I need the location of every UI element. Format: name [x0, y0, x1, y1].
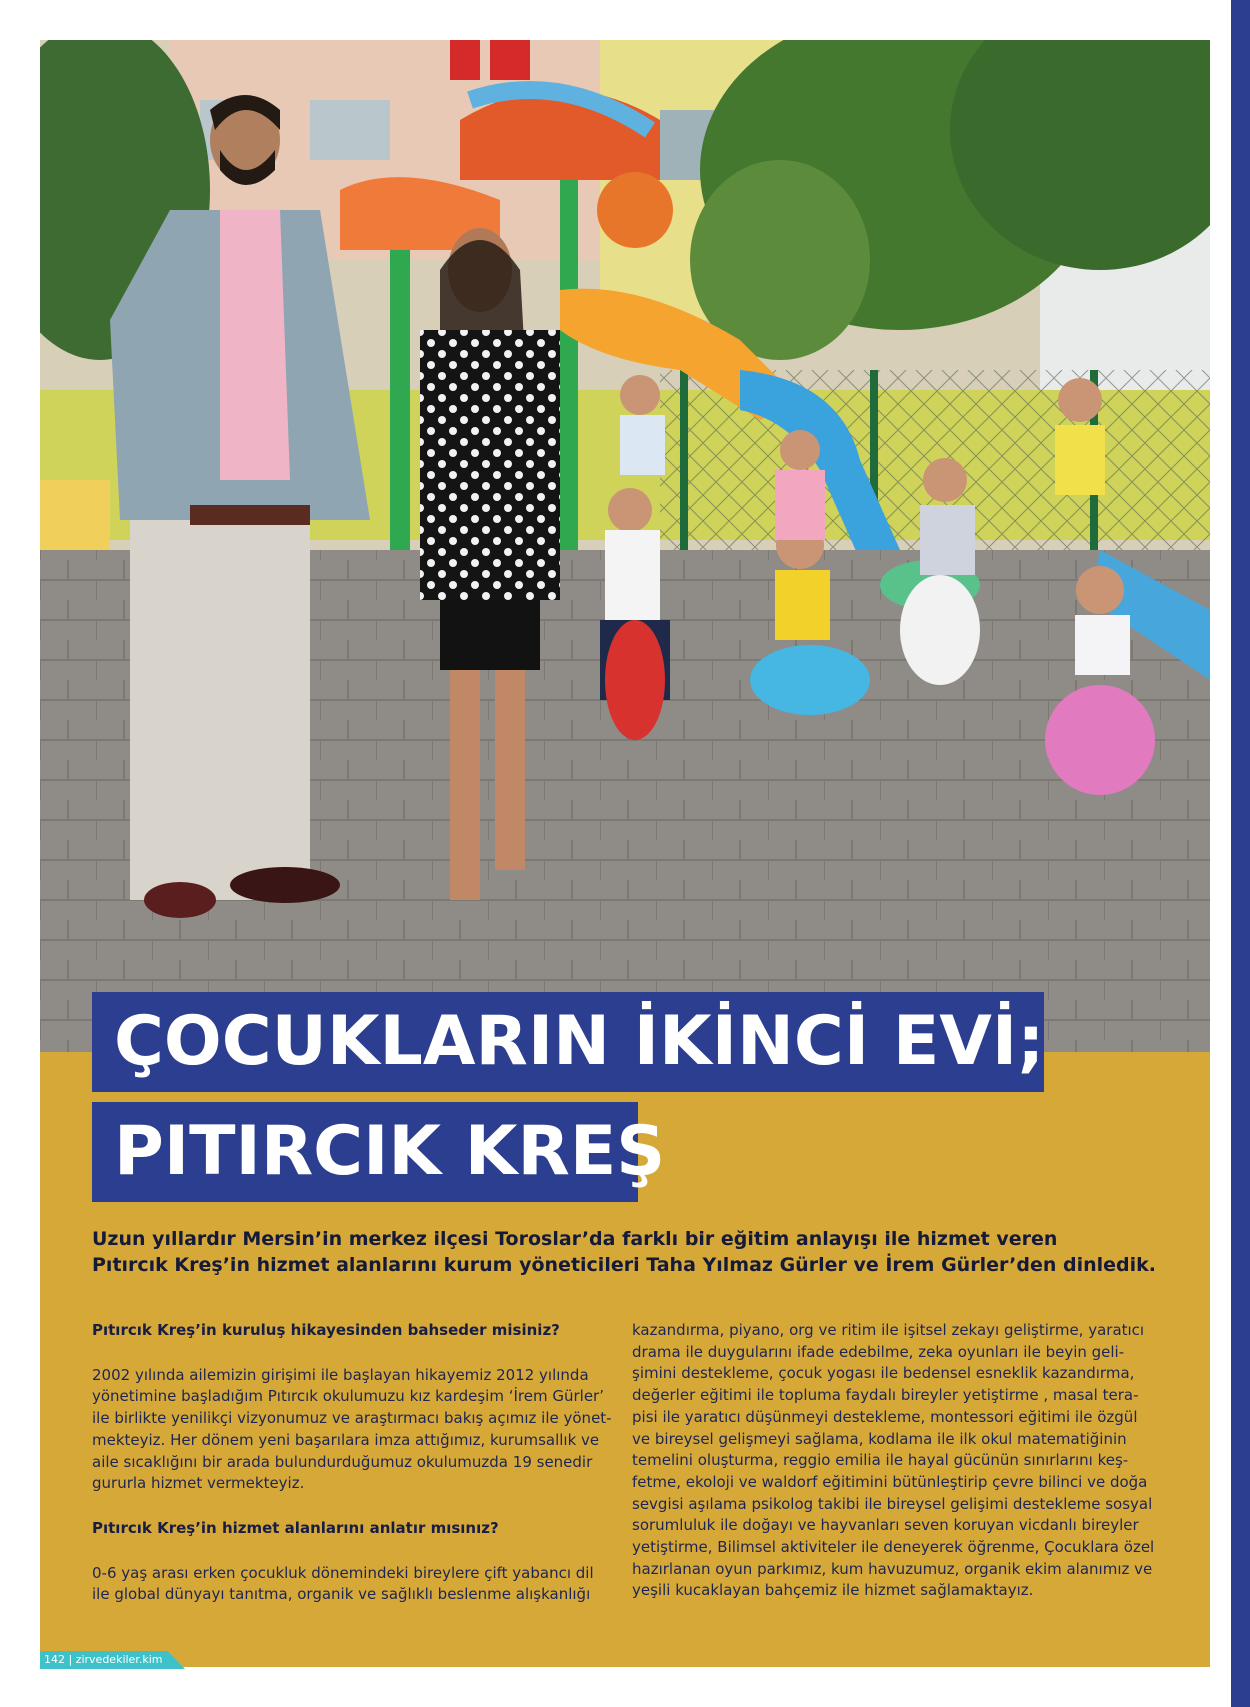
- answer-2-cont-line: fetme, ekoloji ve waldorf eğitimini bütünleştirip çevre bilinci ve doğa: [632, 1472, 1148, 1491]
- answer-2-cont-line: değerler eğitimi ile topluma faydalı bireyler yetiştirme , masal tera-: [632, 1386, 1139, 1405]
- answer-2-cont-line: hazırlanan oyun parkımız, kum havuzumuz, organik ekim alanımız ve: [632, 1559, 1153, 1578]
- answer-2-cont-line: ve bireysel gelişmeyi sağlama, kodlama ile ilk okul matematiğinin: [632, 1429, 1127, 1448]
- answer-2-cont-line: temelini oluşturma, reggio emilia ile hayal gücünün sınırlarını keş-: [632, 1451, 1129, 1470]
- lead-line-1: Uzun yıllardır Mersin’in merkez ilçesi Toroslar’da farklı bir eğitim anlayışı ile hizmet veren: [92, 1228, 1058, 1250]
- answer-2-line: 0-6 yaş arası erken çocukluk dönemindeki bireylere çift yabancı dil: [92, 1563, 594, 1582]
- lead-paragraph: [92, 1226, 1202, 1278]
- answer-1-line: gururla hizmet vermekteyiz.: [92, 1474, 305, 1493]
- left-column: [92, 1320, 612, 1629]
- page-footer: [40, 1651, 185, 1669]
- page-edge-strip: [1231, 0, 1250, 1707]
- headline-line-1: [92, 992, 1044, 1092]
- answer-2: [92, 1563, 612, 1606]
- answer-2-cont-line: kazandırma, piyano, org ve ritim ile işitsel zekayı geliştirme, yaratıcı: [632, 1321, 1145, 1339]
- headline-line-1-text: ÇOCUKLARIN İKİNCİ EVİ;: [114, 1002, 1045, 1081]
- answer-2-cont-line: yetiştirme, Bilimsel aktiviteler ile deneyerek öğrenme, Çocuklara özel: [632, 1538, 1155, 1557]
- footer-page-number[interactable]: 142 | zirvedekiler.kim: [44, 1653, 163, 1666]
- question-1: Pıtırcık Kreş’in kuruluş hikayesinden bahseder misiniz?: [92, 1321, 560, 1339]
- answer-2-cont-line: drama ile duygularını ifade edebilme, zeka oyunları ile beyin geli-: [632, 1342, 1125, 1361]
- answer-2-cont-line: şimini destekleme, çocuk yogası ile bedensel esneklik kazandırma,: [632, 1364, 1135, 1383]
- answer-1-line: aile sıcaklığını bir arada bulundurduğumuz okulumuzda 19 senedir: [92, 1452, 593, 1471]
- headline-line-2-text: PITIRCIK KREŞ: [114, 1112, 666, 1191]
- answer-1: [92, 1365, 612, 1495]
- answer-2-line: ile global dünyayı tanıtma, organik ve sağlıklı beslenme alışkanlığı: [92, 1585, 591, 1604]
- answer-1-line: yönetimine başladığım Pıtırcık okulumuzu kız kardeşim ‘İrem Gürler’: [92, 1387, 604, 1406]
- answer-2-continued: [632, 1320, 1172, 1602]
- answer-2-cont-line: sorumluluk ile doğayı ve hayvanları seven koruyan vicdanlı bireyler: [632, 1516, 1139, 1535]
- answer-1-line: 2002 yılında ailemizin girişimi ile başlayan hikayemiz 2012 yılında: [92, 1365, 589, 1384]
- answer-1-line: mekteyiz. Her dönem yeni başarılara imza attığımız, kurumsallık ve: [92, 1430, 600, 1449]
- hero-photo: [40, 40, 1210, 1052]
- answer-2-cont-line: sevgisi aşılama psikolog takibi ile bireysel gelişimi destekleme sosyal: [632, 1494, 1153, 1513]
- right-column: [632, 1320, 1172, 1602]
- answer-1-line: ile birlikte yenilikçi vizyonumuz ve araştırmacı bakış açımız ile yönet-: [92, 1409, 612, 1428]
- answer-2-cont-line: yeşili kucaklayan bahçemiz ile hizmet sağlamaktayız.: [632, 1581, 1034, 1600]
- answer-2-cont-line: pisi ile yaratıcı düşünmeyi destekleme, montessori eğitimi ile özgül: [632, 1407, 1138, 1426]
- headline-line-2: [92, 1102, 666, 1202]
- lead-line-2: Pıtırcık Kreş’in hizmet alanlarını kurum yöneticileri Taha Yılmaz Gürler ve İrem Gürler’den dinledik.: [92, 1254, 1156, 1276]
- question-2: Pıtırcık Kreş’in hizmet alanlarını anlatır mısınız?: [92, 1518, 499, 1537]
